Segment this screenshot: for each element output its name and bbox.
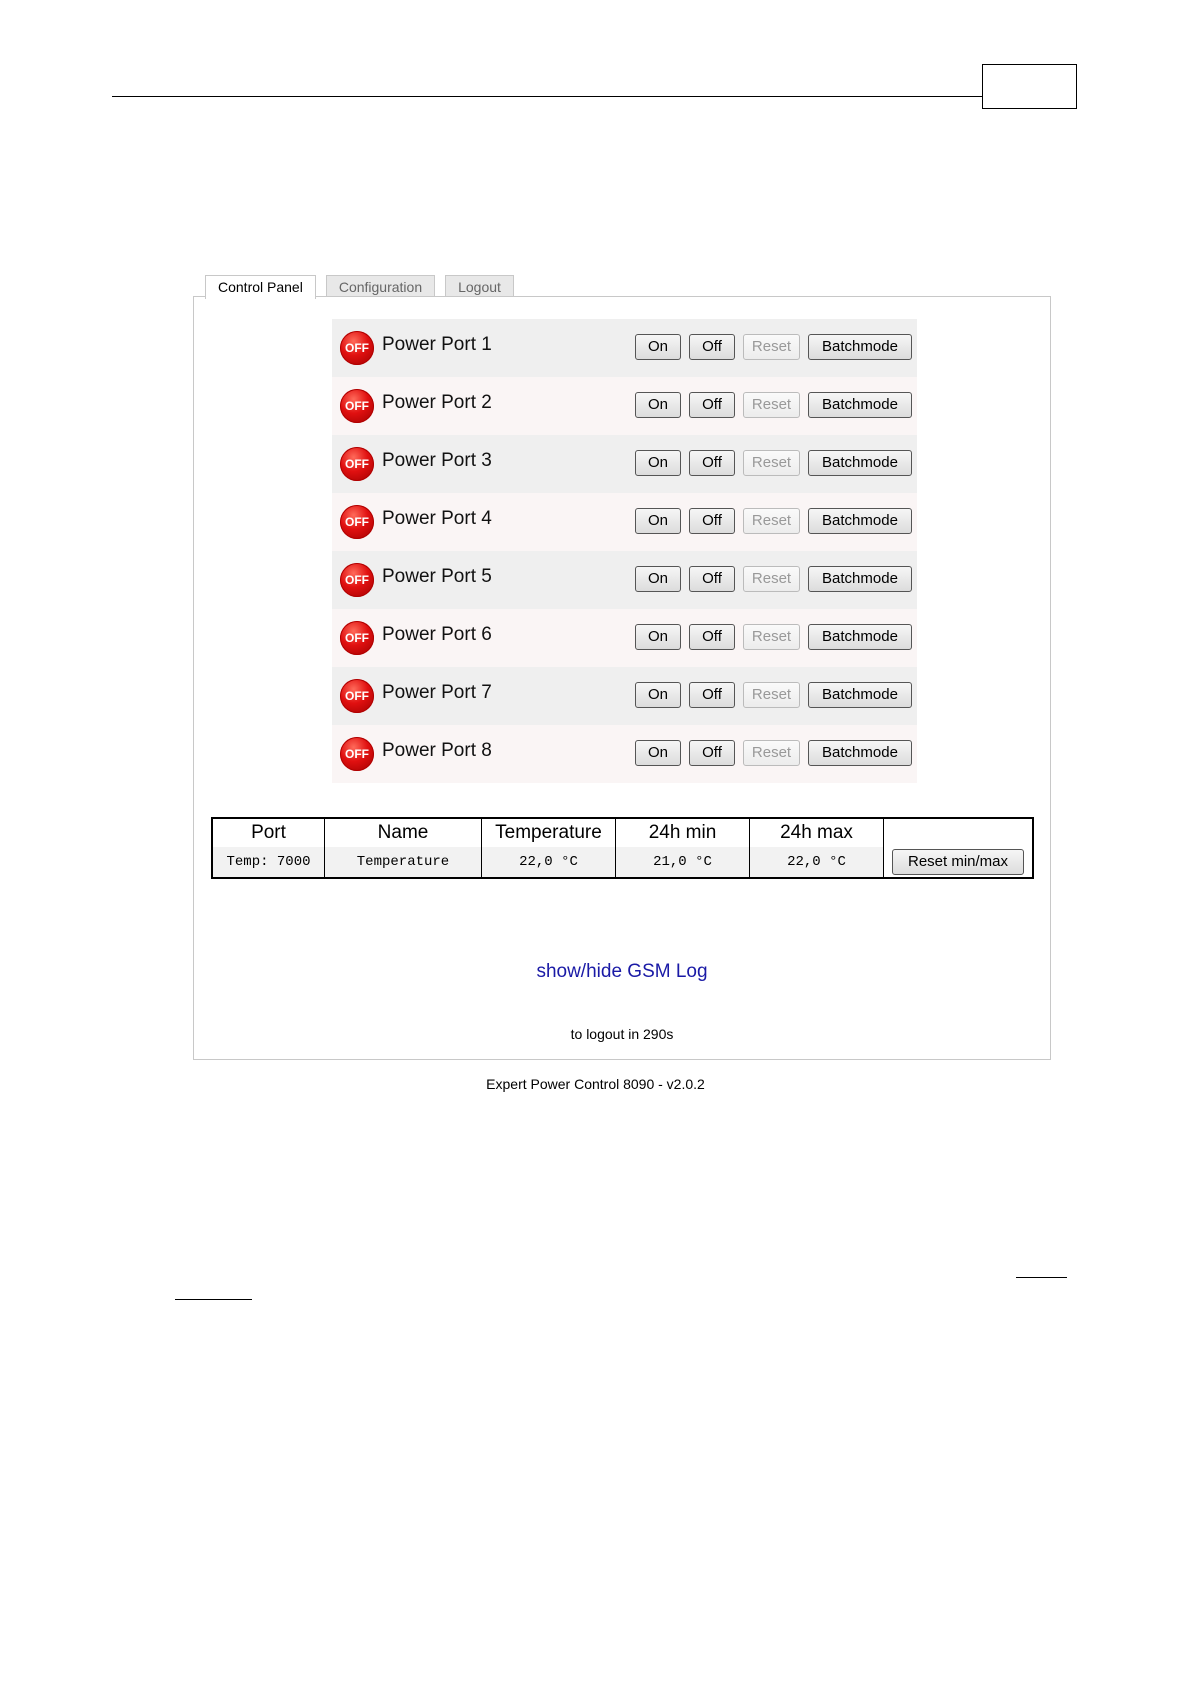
tab-bar [205, 275, 514, 297]
on-button[interactable]: On [635, 334, 681, 360]
off-status-icon: OFF [340, 737, 374, 771]
batchmode-button[interactable]: Batchmode [808, 624, 912, 650]
off-status-icon: OFF [340, 447, 374, 481]
off-status-icon: OFF [340, 331, 374, 365]
tab-logout[interactable]: Logout [445, 275, 514, 297]
port-name: Power Port 7 [382, 682, 492, 703]
tab-control-panel[interactable]: Control Panel [205, 275, 316, 299]
on-button[interactable]: On [635, 392, 681, 418]
document-header-rule [112, 96, 982, 97]
port-name: Power Port 1 [382, 334, 492, 355]
port-row-2 [332, 377, 917, 435]
off-status-icon: OFF [340, 505, 374, 539]
page-number-box [982, 64, 1077, 109]
sensor-table [211, 817, 1034, 879]
off-button[interactable]: Off [689, 450, 735, 476]
port-row-4 [332, 493, 917, 551]
gsm-log-toggle-link[interactable]: show/hide GSM Log [536, 961, 708, 982]
on-button[interactable]: On [635, 740, 681, 766]
sensor-name-cell: Temperature [325, 847, 482, 878]
reset-button[interactable]: Reset [743, 682, 800, 708]
off-status-icon: OFF [340, 679, 374, 713]
port-name: Power Port 6 [382, 624, 492, 645]
off-button[interactable]: Off [689, 508, 735, 534]
port-row-6 [332, 609, 917, 667]
batchmode-button[interactable]: Batchmode [808, 740, 912, 766]
port-row-3 [332, 435, 917, 493]
off-status-icon: OFF [340, 563, 374, 597]
off-button[interactable]: Off [689, 566, 735, 592]
on-button[interactable]: On [635, 508, 681, 534]
off-button[interactable]: Off [689, 624, 735, 650]
max-temperature-cell: 22,0 °C [750, 847, 884, 878]
off-status-icon: OFF [340, 621, 374, 655]
port-name: Power Port 5 [382, 566, 492, 587]
on-button[interactable]: On [635, 624, 681, 650]
column-header: Temperature [482, 818, 616, 847]
off-button[interactable]: Off [689, 682, 735, 708]
reset-min-max-button[interactable]: Reset min/max [892, 849, 1024, 875]
batchmode-button[interactable]: Batchmode [808, 334, 912, 360]
port-row-5 [332, 551, 917, 609]
reset-minmax-cell [884, 847, 1034, 878]
port-name: Power Port 4 [382, 508, 492, 529]
port-row-8 [332, 725, 917, 783]
port-list [332, 319, 917, 783]
control-panel [193, 296, 1051, 1060]
off-button[interactable]: Off [689, 740, 735, 766]
version-footer: Expert Power Control 8090 - v2.0.2 [486, 1076, 705, 1092]
reset-button[interactable]: Reset [743, 334, 800, 360]
reset-button[interactable]: Reset [743, 392, 800, 418]
sensor-port-cell: Temp: 7000 [212, 847, 325, 878]
port-name: Power Port 3 [382, 450, 492, 471]
reset-button[interactable]: Reset [743, 624, 800, 650]
port-row-1 [332, 319, 917, 377]
reset-button[interactable]: Reset [743, 566, 800, 592]
sensor-table-header [212, 818, 1033, 847]
reset-button[interactable]: Reset [743, 450, 800, 476]
tab-configuration[interactable]: Configuration [326, 275, 435, 297]
on-button[interactable]: On [635, 682, 681, 708]
column-header: Name [325, 818, 482, 847]
table-row [212, 847, 1033, 878]
reset-button[interactable]: Reset [743, 508, 800, 534]
off-button[interactable]: Off [689, 334, 735, 360]
off-button[interactable]: Off [689, 392, 735, 418]
column-header: Port [212, 818, 325, 847]
batchmode-button[interactable]: Batchmode [808, 508, 912, 534]
on-button[interactable]: On [635, 566, 681, 592]
column-header: 24h max [750, 818, 884, 847]
temperature-cell: 22,0 °C [482, 847, 616, 878]
port-name: Power Port 2 [382, 392, 492, 413]
batchmode-button[interactable]: Batchmode [808, 682, 912, 708]
document-underline [175, 1299, 252, 1300]
min-temperature-cell: 21,0 °C [616, 847, 750, 878]
port-row-7 [332, 667, 917, 725]
off-status-icon: OFF [340, 389, 374, 423]
reset-button[interactable]: Reset [743, 740, 800, 766]
batchmode-button[interactable]: Batchmode [808, 450, 912, 476]
column-header-empty [884, 818, 1034, 847]
port-name: Power Port 8 [382, 740, 492, 761]
column-header: 24h min [616, 818, 750, 847]
on-button[interactable]: On [635, 450, 681, 476]
logout-countdown: to logout in 290s [570, 1026, 674, 1042]
document-underline [1016, 1277, 1067, 1278]
batchmode-button[interactable]: Batchmode [808, 392, 912, 418]
batchmode-button[interactable]: Batchmode [808, 566, 912, 592]
